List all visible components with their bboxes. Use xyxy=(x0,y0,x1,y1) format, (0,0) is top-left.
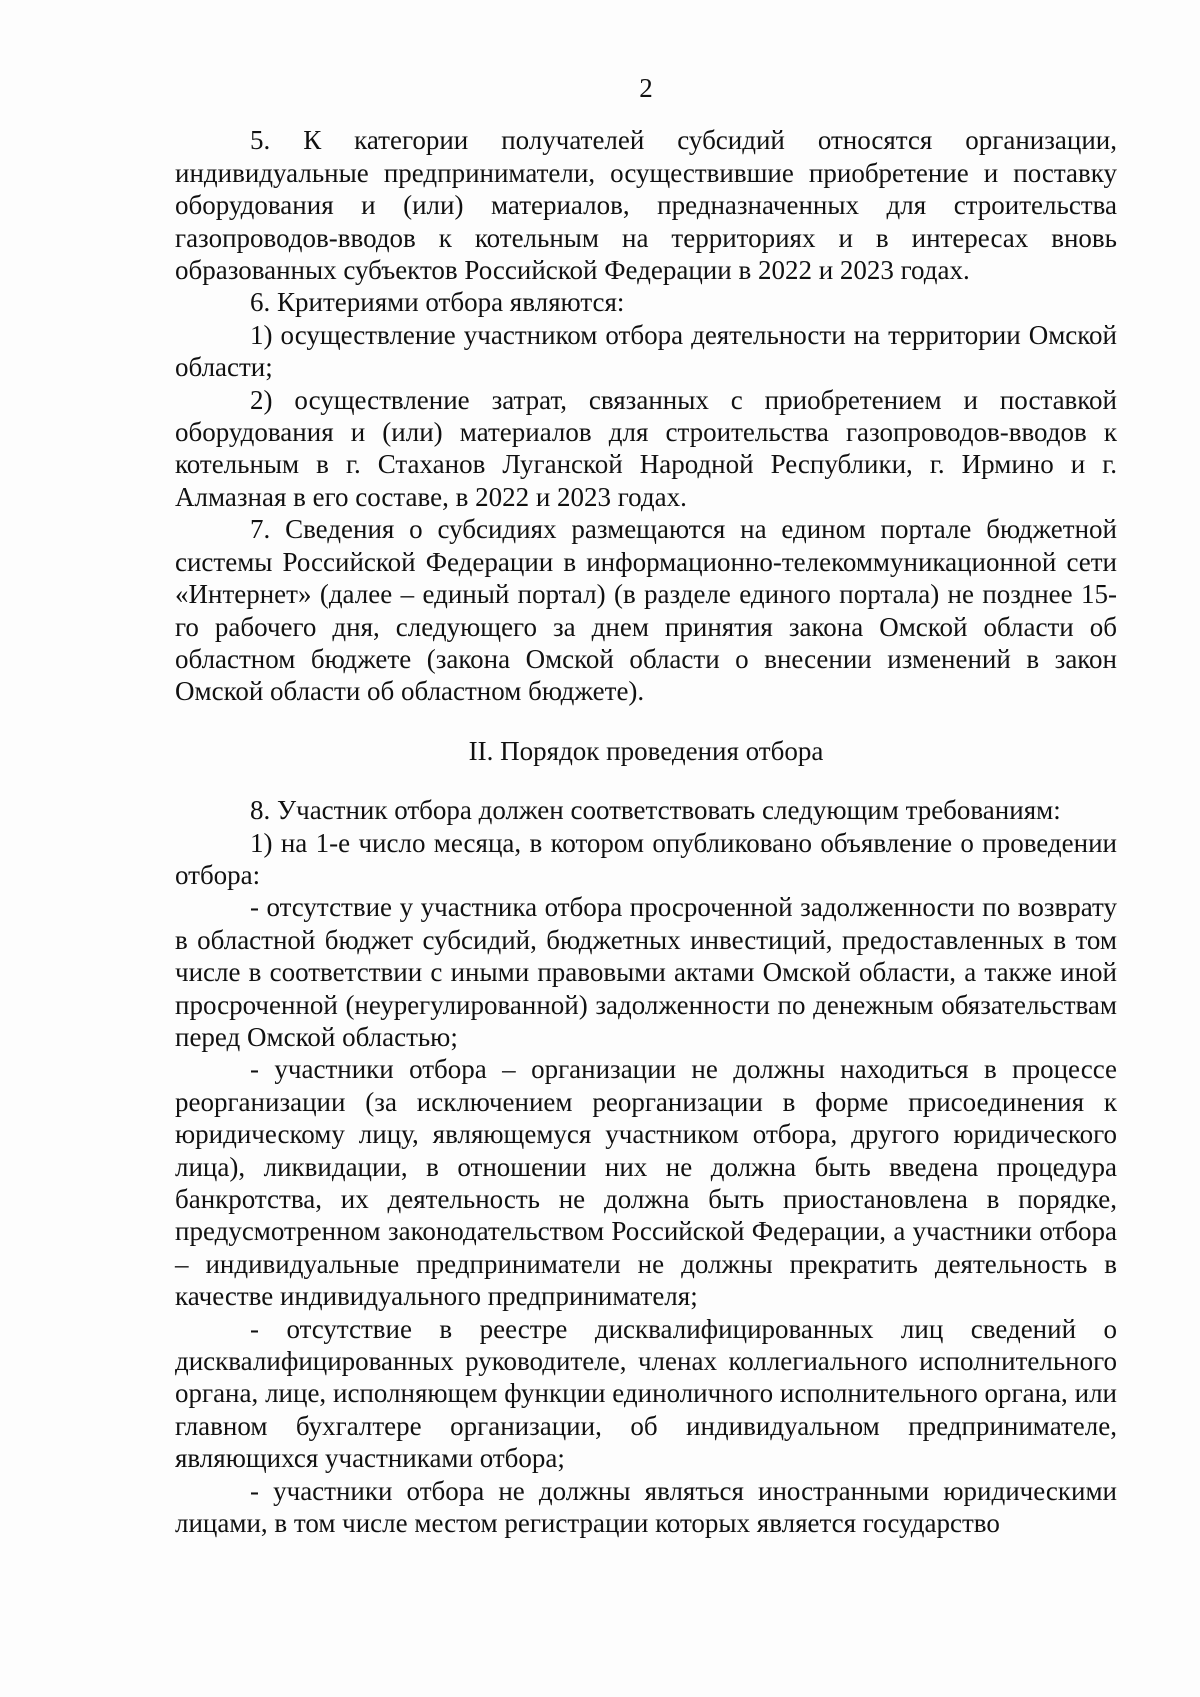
requirement-no-debt: - отсутствие у участника отбора просроченной задолженности по возврату в областной бюджет субсидий, бюджетных инвестиций, предоставленных в том числе в соответствии с иными правовыми актами Омской области, а также иной просроченной (неурегулированной) задолженности по денежным обязательствам перед Омской областью; xyxy=(175,892,1117,1052)
requirement-no-disqualified: - отсутствие в реестре дисквалифицированных лиц сведений о дисквалифицированных руководителе, членах коллегиального исполнительного органа, лице, исполняющем функции единоличного исполнительного органа, или главном бухгалтере организации, об индивидуальном предпринимателе, являющихся участниками отбора; xyxy=(175,1313,1117,1474)
paragraph-6: 6. Критериями отбора являются: xyxy=(250,287,625,318)
paragraph-6-item-2: 2) осуществление затрат, связанных с приобретением и поставкой оборудования и (или) материалов для строительства газопроводов-вводов к котельным в г. Стаханов Луганской Народной Республики, г. Ирмино и г. Алмазная в его составе, в 2022 и 2023 годах. xyxy=(175,384,1117,512)
paragraph-7: 7. Сведения о субсидиях размещаются на едином портале бюджетной системы Российской Федерации в информационно-телекоммуникационной сети «Интернет» (далее – единый портал) (в разделе единого портала) не позднее 15-го рабочего дня, следующего за днем принятия закона Омской области об областном бюджете (закона Омской области о внесении изменений в закон Омской области об областном бюджете). xyxy=(175,514,1117,707)
paragraph-8: 8. Участник отбора должен соответствовать следующим требованиям: xyxy=(250,795,1061,826)
page-number: 2 xyxy=(639,73,653,103)
paragraph-5: 5. К категории получателей субсидий относятся организации, индивидуальные предприниматели, осуществившие приобретение и поставку оборудования и (или) материалов, предназначенных для строительства газопроводов-вводов к котельным на территориях и в интересах вновь образованных субъектов Российской Федерации в 2022 и 2023 годах. xyxy=(175,125,1117,286)
document-body xyxy=(175,72,1117,1539)
section-title: II. Порядок проведения отбора xyxy=(468,735,824,766)
requirement-not-foreign: - участники отбора не должны являться иностранными юридическими лицами, в том числе местом регистрации которых является государство xyxy=(175,1475,1117,1539)
requirement-no-reorganization: - участники отбора – организации не должны находиться в процессе реорганизации (за исключением реорганизации в форме присоединения к юридическому лицу, являющемуся участником отбора, другого юридического лица), ликвидации, в отношении них не должна быть введена процедура банкротства, их деятельность не должна быть приостановлена в порядке, предусмотренном законодательством Российской Федерации, а участники отбора – индивидуальные предприниматели не должны прекратить деятельность в качестве индивидуального предпринимателя; xyxy=(175,1054,1117,1312)
paragraph-8-item-1: 1) на 1-е число месяца, в котором опубликовано объявление о проведении отбора: xyxy=(175,827,1117,890)
paragraph-6-item-1: 1) осуществление участником отбора деятельности на территории Омской области; xyxy=(175,319,1117,383)
